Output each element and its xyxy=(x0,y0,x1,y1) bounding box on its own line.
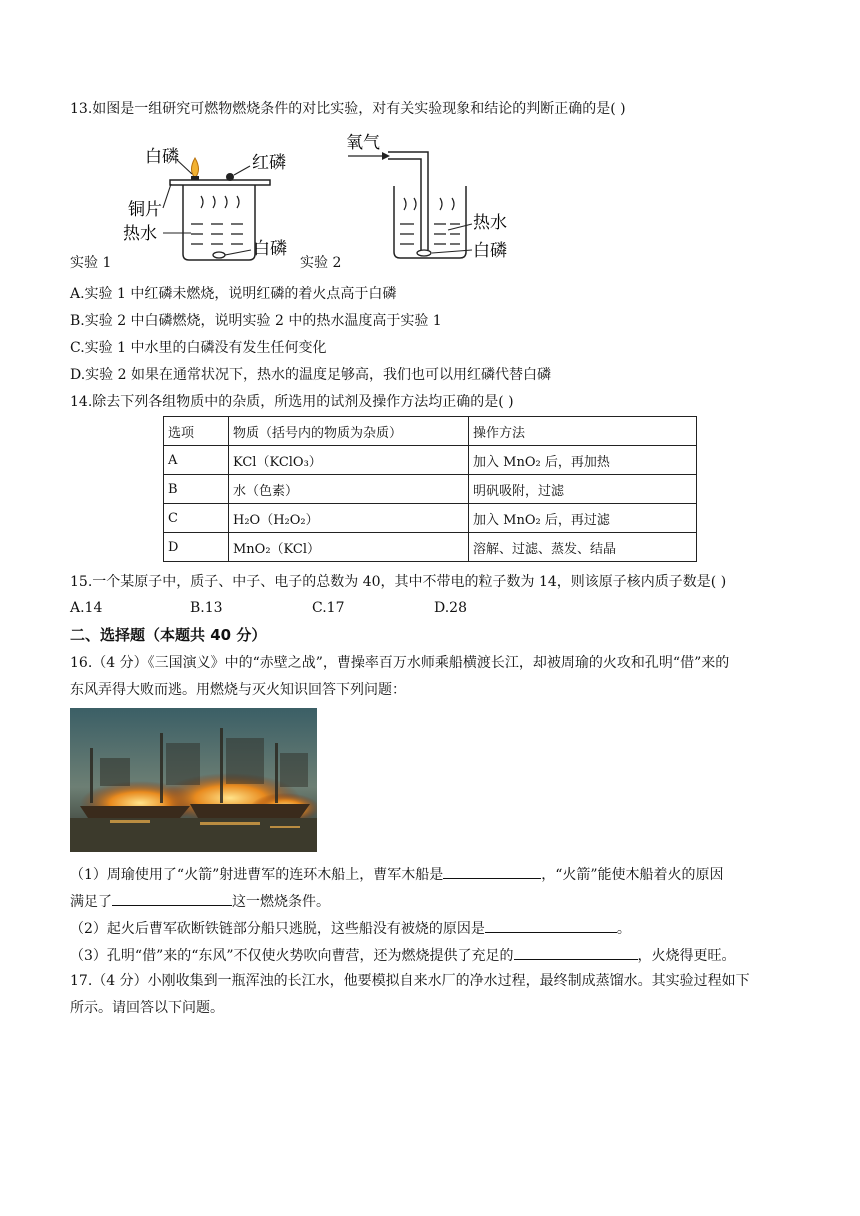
table-cell: 溶解、过滤、蒸发、结晶 xyxy=(469,533,697,562)
q16-sub1-text-d: 这一燃烧条件。 xyxy=(232,894,330,910)
table-row xyxy=(164,475,697,504)
q15-option-a: A.14 xyxy=(70,600,103,616)
table-header-cell: 操作方法 xyxy=(469,417,697,446)
fig1-label-copper: 铜片 xyxy=(128,200,162,220)
q16-sub1-line2 xyxy=(70,891,330,911)
q14-stem: 14.除去下列各组物质中的杂质，所选用的试剂及操作方法均正确的是( ) xyxy=(70,394,514,410)
answer-blank[interactable] xyxy=(485,918,617,933)
q13-stem: 13.如图是一组研究可燃物燃烧条件的对比实验，对有关实验现象和结论的判断正确的是( ) xyxy=(70,101,626,117)
q15-option-c: C.17 xyxy=(312,600,345,616)
table-header-cell: 选项 xyxy=(164,417,229,446)
q16-stem-line2: 东风弄得大败而逃。用燃烧与灭火知识回答下列问题： xyxy=(70,682,406,698)
answer-blank[interactable] xyxy=(112,891,232,906)
table-cell: 加入 MnO₂ 后，再加热 xyxy=(469,446,697,475)
answer-blank[interactable] xyxy=(514,945,638,960)
table-cell: D xyxy=(164,533,229,562)
table-cell: 加入 MnO₂ 后，再过滤 xyxy=(469,504,697,533)
fig2-caption: 实验 2 xyxy=(300,255,342,271)
table-cell: H₂O（H₂O₂） xyxy=(229,504,469,533)
table-cell: 明矾吸附，过滤 xyxy=(469,475,697,504)
q15-options xyxy=(70,599,467,617)
q16-sub3-text-b: ，火烧得更旺。 xyxy=(637,948,736,964)
table-cell: C xyxy=(164,504,229,533)
fig1-label-red-p: 红磷 xyxy=(252,153,286,173)
battle-of-red-cliffs-image xyxy=(70,708,317,852)
q14-table xyxy=(163,416,697,562)
q16-sub2 xyxy=(70,918,631,938)
answer-blank[interactable] xyxy=(443,864,541,879)
q16-sub1-text-b: ，“火箭”能使木船着火的原因 xyxy=(541,867,724,883)
section-title: 二、选择题（本题共 40 分） xyxy=(70,626,267,644)
fig2-label-hot-water: 热水 xyxy=(473,213,507,233)
table-cell: B xyxy=(164,475,229,504)
q15-stem: 15.一个某原子中，质子、中子、电子的总数为 40，其中不带电的粒子数为 14，则该原子核内质子数是( ) xyxy=(70,574,727,590)
table-row xyxy=(164,446,697,475)
fig2-label-oxygen: 氧气 xyxy=(346,133,380,153)
experiment1-diagram xyxy=(115,136,297,264)
fig1-label-white-p-top: 白磷 xyxy=(145,147,179,167)
experiment2-diagram xyxy=(342,132,528,264)
q17-stem-line2: 所示。请回答以下问题。 xyxy=(70,1000,224,1016)
q13-option-a: A.实验 1 中红磷未燃烧，说明红磷的着火点高于白磷 xyxy=(70,286,397,302)
fig1-label-hot-water: 热水 xyxy=(123,224,157,244)
table-cell: A xyxy=(164,446,229,475)
q13-option-d: D.实验 2 如果在通常状况下，热水的温度足够高，我们也可以用红磷代替白磷 xyxy=(70,367,551,383)
q16-sub2-text-a: （2）起火后曹军砍断铁链部分船只逃脱，这些船没有被烧的原因是 xyxy=(70,921,485,937)
q16-sub3-text-a: （3）孔明“借”来的“东风”不仅使火势吹向曹营，还为燃烧提供了充足的 xyxy=(70,948,514,964)
fig1-caption: 实验 1 xyxy=(70,255,112,271)
table-header-row xyxy=(164,417,697,446)
table-cell: 水（色素） xyxy=(229,475,469,504)
table-header-cell: 物质（括号内的物质为杂质） xyxy=(229,417,469,446)
table-row xyxy=(164,533,697,562)
table-row xyxy=(164,504,697,533)
table-cell: KCl（KClO₃） xyxy=(229,446,469,475)
fig1-label-white-p-bottom: 白磷 xyxy=(253,239,287,259)
q13-option-b: B.实验 2 中白磷燃烧，说明实验 2 中的热水温度高于实验 1 xyxy=(70,313,442,329)
q16-sub1-text-a: （1）周瑜使用了“火箭”射进曹军的连环木船上，曹军木船是 xyxy=(70,867,444,883)
q16-stem-line1: 16.（4 分）《三国演义》中的“赤壁之战”，曹操率百万水师乘船横渡长江，却被周瑜的火攻和孔明“借”来的 xyxy=(70,655,730,671)
q16-sub1-text-c: 满足了 xyxy=(70,894,112,910)
fig2-label-white-p: 白磷 xyxy=(473,241,507,261)
q16-sub2-text-b: 。 xyxy=(616,921,631,937)
q13-option-c: C.实验 1 中水里的白磷没有发生任何变化 xyxy=(70,340,327,356)
q15-option-d: D.28 xyxy=(434,600,467,616)
q16-sub3 xyxy=(70,945,736,965)
q15-option-b: B.13 xyxy=(190,600,223,616)
q16-sub1-line1 xyxy=(70,864,724,884)
q17-stem-line1: 17.（4 分）小刚收集到一瓶浑浊的长江水，他要模拟自来水厂的净水过程，最终制成蒸馏水。其实验过程如下 xyxy=(70,973,750,989)
table-cell: MnO₂（KCl） xyxy=(229,533,469,562)
